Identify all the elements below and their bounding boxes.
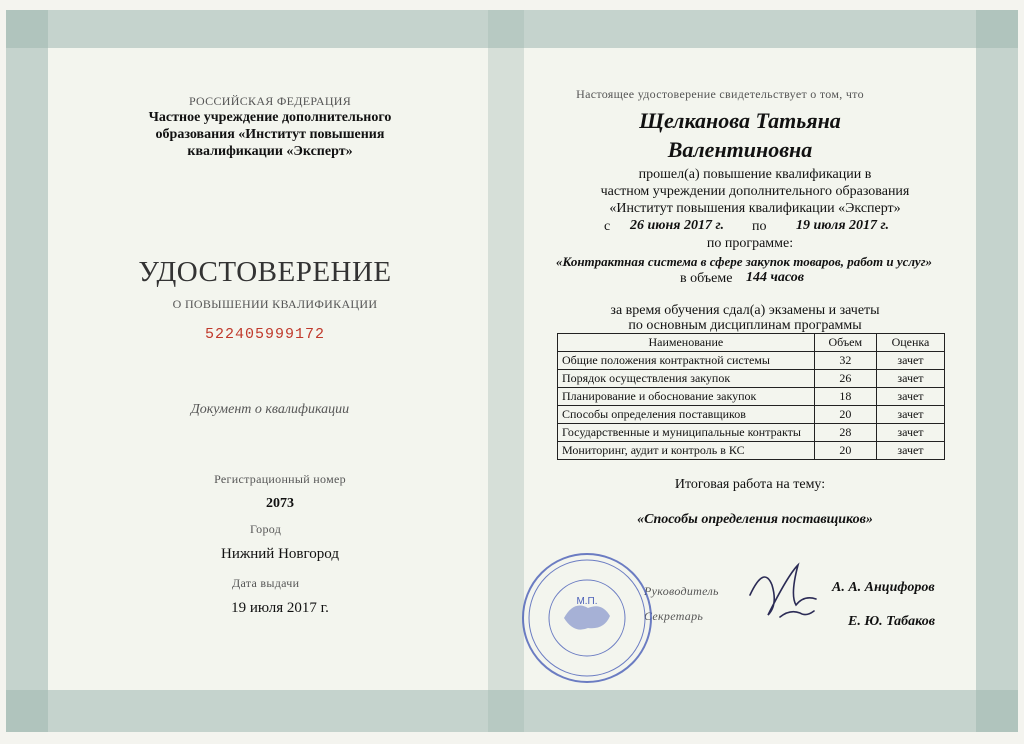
border-right [976, 10, 1018, 732]
row-name: Общие положения контрактной системы [558, 352, 815, 370]
city: Нижний Новгород [221, 546, 339, 562]
date-to-label: по [752, 219, 767, 234]
map-icon [564, 606, 610, 630]
table-header-row [558, 334, 945, 352]
table-row [558, 406, 945, 424]
program-title: «Контрактная система в сфере закупок товаров, работ и услуг» [556, 254, 932, 269]
intro-text: Настоящее удостоверение свидетельствует о том, что [576, 87, 864, 101]
volume-label: в объеме [680, 271, 733, 286]
doc-number: 522405999172 [204, 326, 326, 343]
holder-name-line2: Валентиновна [667, 137, 813, 162]
country-label: РОССИЙСКАЯ ФЕДЕРАЦИЯ [188, 94, 352, 108]
passed-line3: «Институт повышения квалификации «Эксперт» [609, 201, 901, 216]
head-label: Руководитель [644, 584, 719, 598]
row-name: Государственные и муниципальные контракты [558, 424, 815, 442]
table-row [558, 388, 945, 406]
doc-title: УДОСТОВЕРЕНИЕ [138, 256, 392, 288]
header-volume: Объем [814, 334, 876, 352]
table-row [558, 424, 945, 442]
row-volume: 26 [814, 370, 876, 388]
row-grade: зачет [876, 424, 944, 442]
table-row [558, 352, 945, 370]
row-volume: 20 [814, 406, 876, 424]
final-work-label: Итоговая работа на тему: [674, 477, 826, 492]
exams-line1: за время обучения сдал(а) экзамены и зачеты [610, 303, 880, 318]
row-name: Способы определения поставщиков [558, 406, 815, 424]
head-name: А. А. Анцифоров [832, 580, 935, 595]
doc-type: Документ о квалификации [190, 402, 350, 417]
row-volume: 32 [814, 352, 876, 370]
header-name: Наименование [558, 334, 815, 352]
final-work-title: «Способы определения поставщиков» [637, 512, 873, 527]
date-from: 26 июня 2017 г. [630, 218, 724, 233]
row-grade: зачет [876, 442, 944, 460]
date-to: 19 июля 2017 г. [796, 218, 890, 233]
row-grade: зачет [876, 352, 944, 370]
row-grade: зачет [876, 406, 944, 424]
row-volume: 20 [814, 442, 876, 460]
doc-subtitle: О ПОВЫШЕНИИ КВАЛИФИКАЦИИ [172, 297, 378, 311]
row-grade: зачет [876, 370, 944, 388]
signature-head [740, 555, 835, 635]
program-label: по программе: [706, 236, 794, 251]
passed-line2: частном учреждении дополнительного образования [600, 184, 910, 199]
org-name-line1: Частное учреждение дополнительного [148, 110, 392, 125]
row-volume: 18 [814, 388, 876, 406]
row-grade: зачет [876, 388, 944, 406]
issue-date-label: Дата выдачи [232, 576, 300, 590]
holder-name-line1: Щелканова Татьяна [639, 108, 841, 133]
row-name: Мониторинг, аудит и контроль в КС [558, 442, 815, 460]
volume-value: 144 часов [746, 270, 804, 285]
org-name-line3: квалификации «Эксперт» [187, 144, 353, 159]
row-volume: 28 [814, 424, 876, 442]
city-label: Город [250, 522, 282, 536]
secretary-name: Е. Ю. Табаков [848, 614, 935, 629]
seal-mp-text: М.П. [576, 596, 598, 607]
secretary-label: Секретарь [644, 609, 704, 623]
table-row [558, 370, 945, 388]
reg-number: 2073 [266, 496, 294, 511]
disciplines-table [557, 333, 945, 460]
header-grade: Оценка [876, 334, 944, 352]
org-name-line2: образования «Институт повышения [155, 127, 385, 142]
border-left [6, 10, 48, 732]
issue-date: 19 июля 2017 г. [231, 600, 329, 616]
reg-number-label: Регистрационный номер [214, 472, 346, 486]
row-name: Планирование и обоснование закупок [558, 388, 815, 406]
table-row [558, 442, 945, 460]
exams-line2: по основным дисциплинам программы [628, 318, 862, 333]
row-name: Порядок осуществления закупок [558, 370, 815, 388]
organization-seal [512, 548, 662, 688]
date-from-label: с [604, 219, 611, 234]
passed-line1: прошел(а) повышение квалификации в [638, 167, 872, 182]
